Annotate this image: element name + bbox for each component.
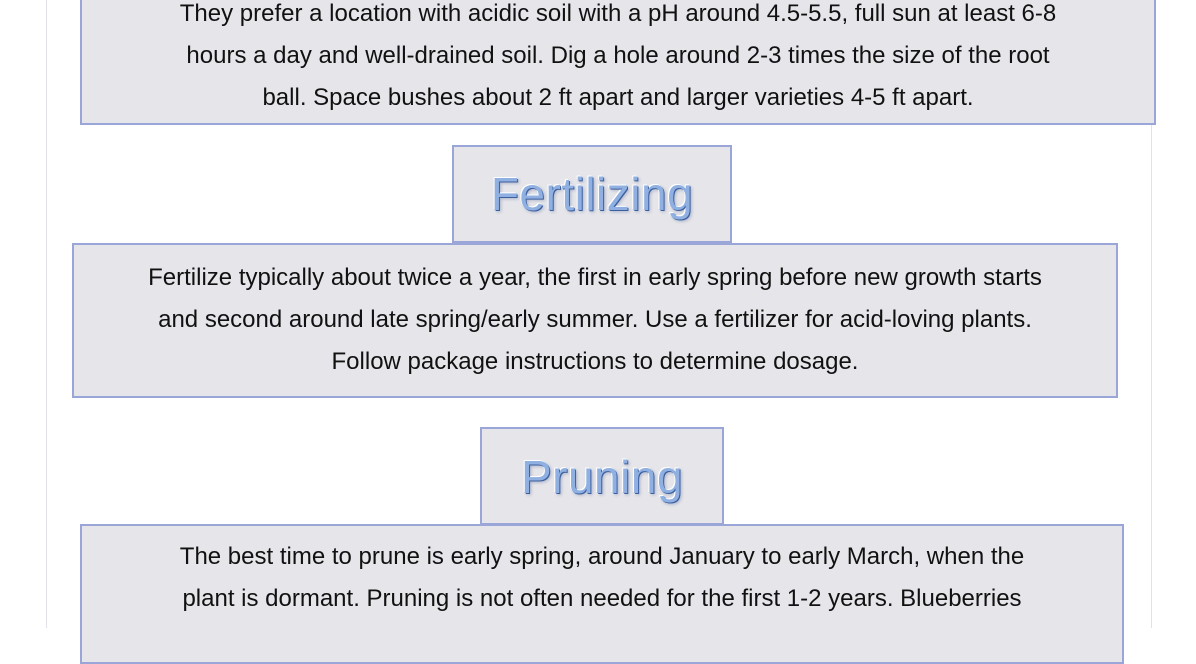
pruning-line: The best time to prune is early spring, around January to early March, when the bbox=[179, 543, 1025, 570]
pruning-line: plant is dormant. Pruning is not often needed for the first 1-2 years. Blueberries bbox=[182, 585, 1022, 612]
location-line: ball. Space bushes about 2 ft apart and larger varieties 4-5 ft apart. bbox=[262, 84, 974, 111]
fertilizing-text bbox=[74, 245, 1116, 383]
fertilizing-heading-box bbox=[452, 145, 732, 243]
fertilizing-line: Fertilize typically about twice a year, the first in early spring before new growth starts bbox=[148, 264, 1042, 291]
pruning-text-box bbox=[80, 524, 1124, 664]
location-text-box bbox=[80, 0, 1156, 125]
fertilizing-line: Follow package instructions to determine dosage. bbox=[331, 348, 859, 375]
fertilizing-text-box bbox=[72, 243, 1118, 398]
location-line: They prefer a location with acidic soil with a pH around 4.5-5.5, full sun at least 6-8 bbox=[179, 0, 1057, 27]
fertilizing-line: and second around late spring/early summer. Use a fertilizer for acid-loving plants. bbox=[158, 306, 1032, 333]
fertilizing-heading: Fertilizing bbox=[490, 168, 694, 220]
location-text bbox=[82, 0, 1154, 119]
pruning-text bbox=[82, 526, 1122, 620]
pruning-heading: Pruning bbox=[520, 451, 684, 503]
location-line: hours a day and well-drained soil. Dig a hole around 2-3 times the size of the root bbox=[186, 42, 1050, 69]
pruning-heading-box bbox=[480, 427, 724, 525]
